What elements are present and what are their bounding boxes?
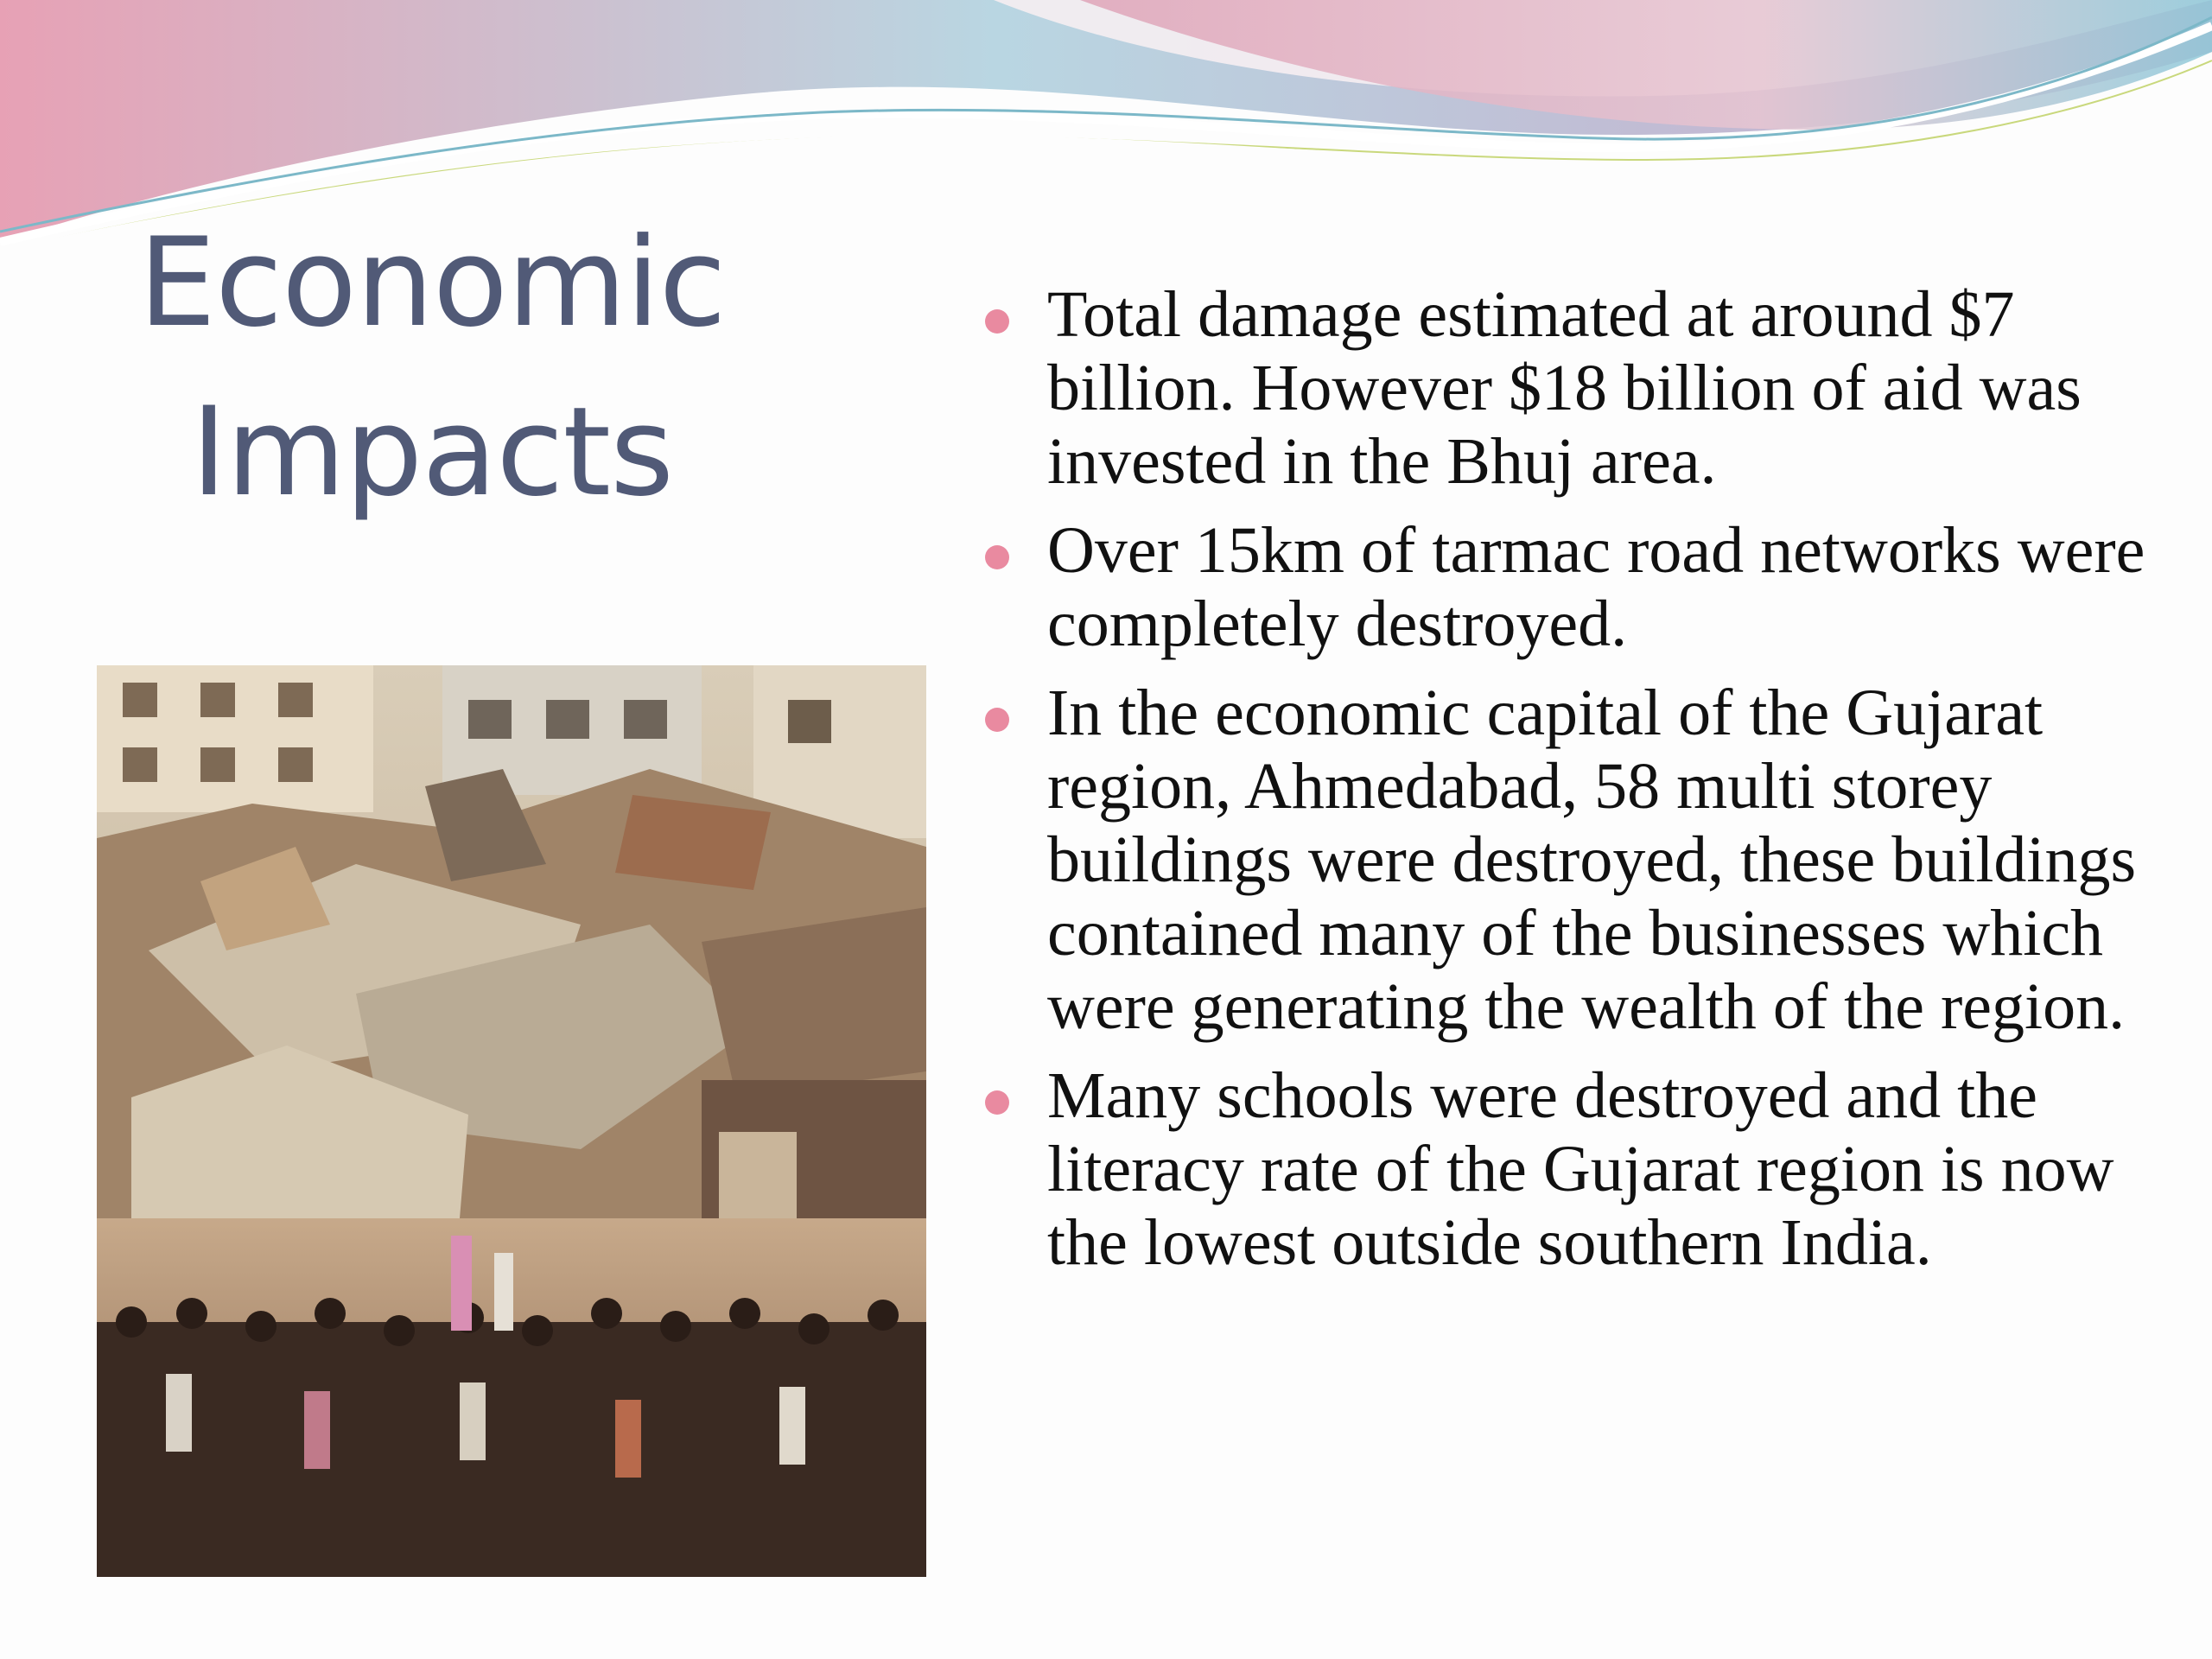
earthquake-rubble-photo <box>97 665 926 1577</box>
title-line-1: Economic <box>138 212 726 354</box>
bullet-text: Total damage estimated at around $7 billion. However $18 billion of aid was invested in the Bhuj area. <box>1047 278 2082 498</box>
title-line-2: Impacts <box>190 381 674 524</box>
bullet-text: Over 15km of tarmac road networks were completely destroyed. <box>1047 514 2145 660</box>
pink-dot-icon <box>985 1090 1009 1115</box>
bullet-text: Many schools were destroyed and the literacy rate of the Gujarat region is now the lowest outside southern India. <box>1047 1059 2114 1279</box>
list-item <box>982 514 2191 661</box>
list-item <box>982 278 2191 499</box>
bullet-text: In the economic capital of the Gujarat region, Ahmedabad, 58 multi storey buildings were destroyed, these buildings contained many of the businesses which were generating the wealth of the region. <box>1047 677 2137 1043</box>
bullet-list <box>982 278 2191 1295</box>
slide-title <box>130 199 734 537</box>
pink-dot-icon <box>985 309 1009 334</box>
list-item <box>982 1059 2191 1280</box>
pink-dot-icon <box>985 708 1009 732</box>
list-item <box>982 677 2191 1044</box>
pink-dot-icon <box>985 545 1009 569</box>
